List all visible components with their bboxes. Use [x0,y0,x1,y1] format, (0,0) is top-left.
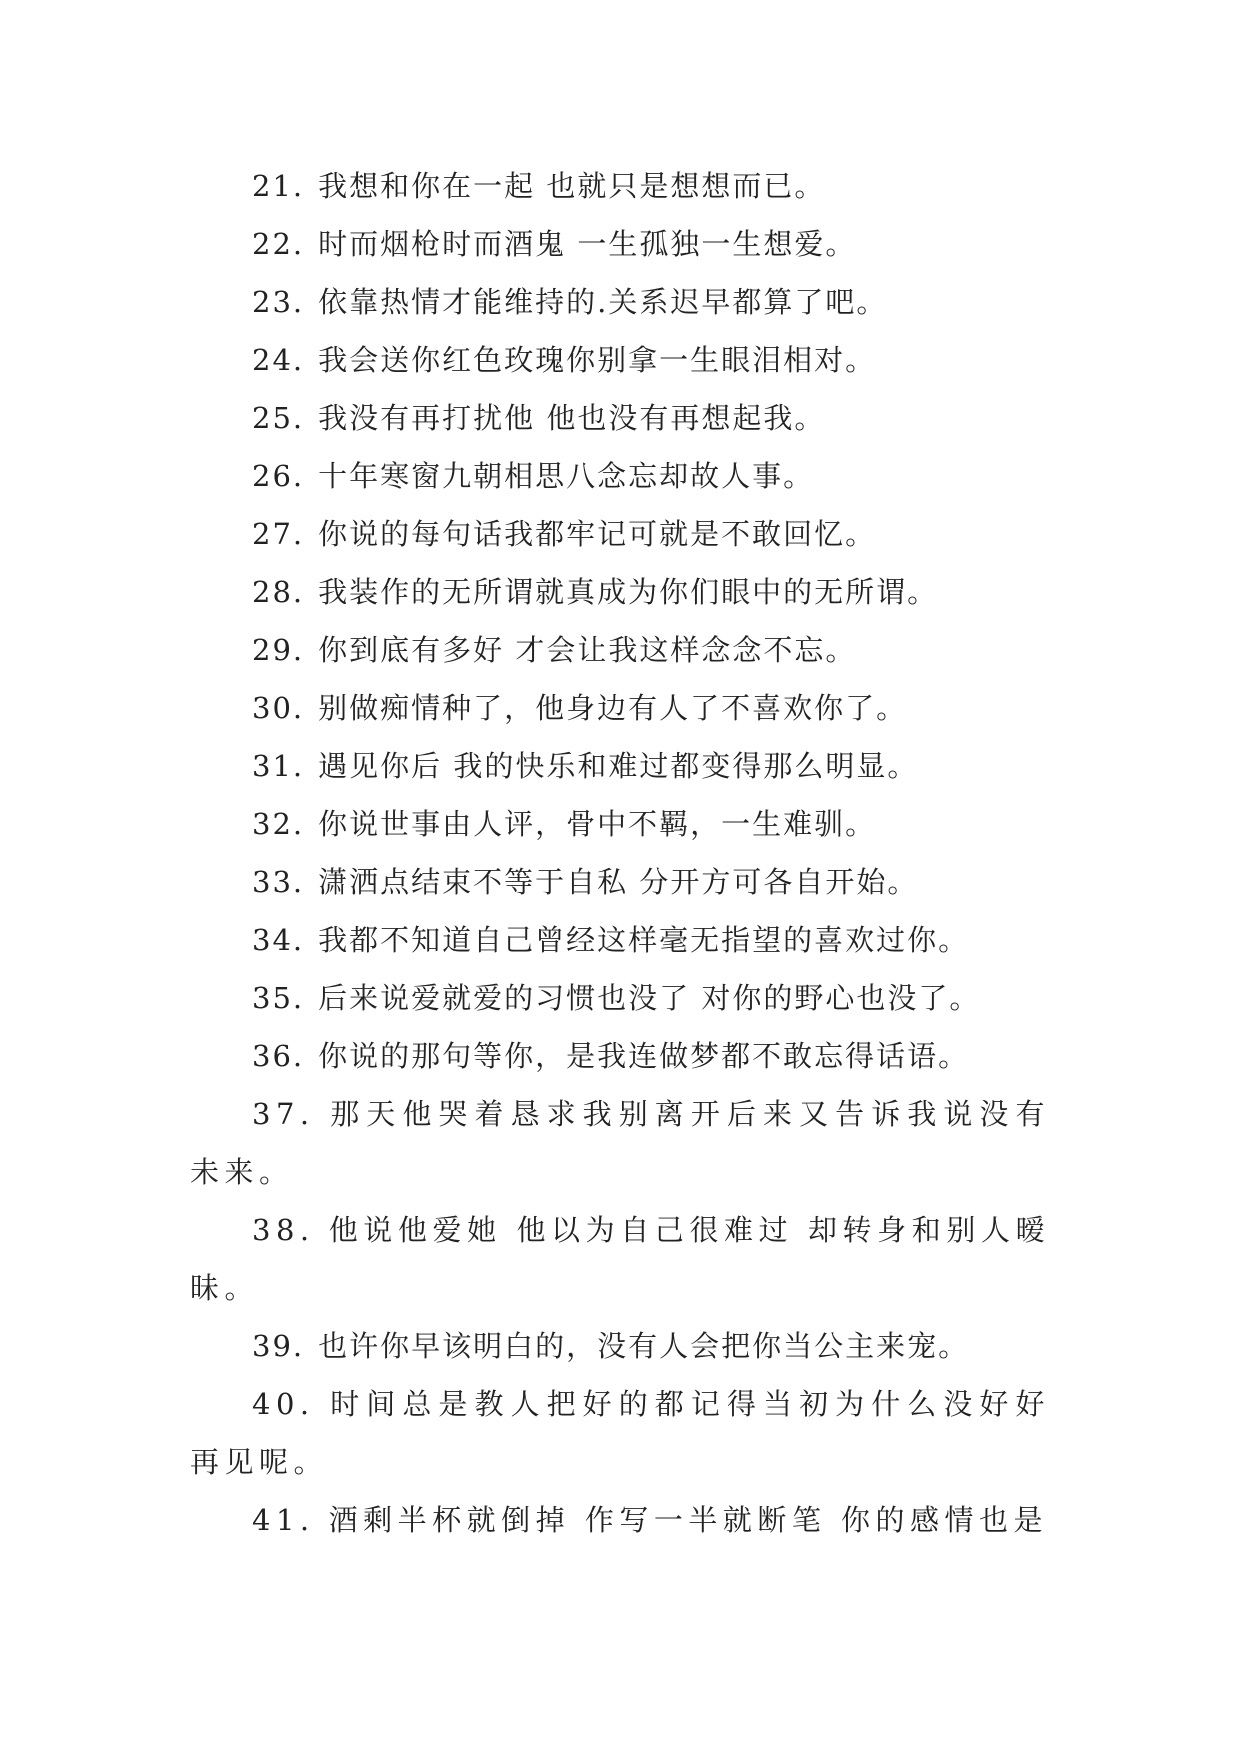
list-item [190,621,1050,679]
item-text: 我会送你红色玫瑰你别拿一生眼泪相对。 [318,343,877,377]
item-number: 26. [252,459,305,493]
list-item [190,679,1050,737]
item-text: 时间总是教人把好的都记得当初为什么没好好再见呢。 [190,1387,1050,1479]
item-text: 酒剩半杯就倒掉 作写一半就断笔 你的感情也是 [328,1503,1049,1537]
list-item [190,795,1050,853]
item-number: 22. [252,227,305,261]
item-text: 我没有再打扰他 他也没有再想起我。 [318,401,826,435]
list-item [190,563,1050,621]
item-number: 40. [252,1387,315,1421]
quote-list [190,157,1050,1549]
list-item [190,1085,1050,1201]
list-item [190,1317,1050,1375]
item-text: 你说的那句等你，是我连做梦都不敢忘得话语。 [318,1039,970,1073]
item-text: 依靠热情才能维持的.关系迟早都算了吧。 [318,285,888,319]
item-number: 36. [252,1039,305,1073]
list-item [190,157,1050,215]
item-text: 我想和你在一起 也就只是想想而已。 [318,169,826,203]
item-text: 我装作的无所谓就真成为你们眼中的无所谓。 [318,575,939,609]
item-number: 21. [252,169,305,203]
item-text: 你说世事由人评，骨中不羁，一生难驯。 [318,807,877,841]
list-item [190,969,1050,1027]
item-number: 38. [252,1213,315,1247]
item-text: 潇洒点结束不等于自私 分开方可各自开始。 [318,865,919,899]
item-text: 后来说爱就爱的习惯也没了 对你的野心也没了。 [318,981,981,1015]
item-number: 29. [252,633,305,667]
item-text: 我都不知道自己曾经这样毫无指望的喜欢过你。 [318,923,970,957]
list-item [190,1201,1050,1317]
list-item [190,911,1050,969]
item-text: 时而烟枪时而酒鬼 一生孤独一生想爱。 [318,227,857,261]
list-item [190,389,1050,447]
list-item [190,331,1050,389]
list-item [190,1375,1050,1491]
item-text: 你说的每句话我都牢记可就是不敢回忆。 [318,517,877,551]
item-number: 27. [252,517,305,551]
item-number: 24. [252,343,305,377]
item-text: 别做痴情种了，他身边有人了不喜欢你了。 [318,691,908,725]
item-number: 33. [252,865,305,899]
list-item [190,1491,1050,1549]
list-item [190,737,1050,795]
item-number: 34. [252,923,305,957]
list-item [190,1027,1050,1085]
item-number: 39. [252,1329,305,1363]
item-text: 也许你早该明白的，没有人会把你当公主来宠。 [318,1329,970,1363]
item-number: 37. [252,1097,315,1131]
list-item [190,505,1050,563]
list-item [190,447,1050,505]
item-text: 他说他爱她 他以为自己很难过 却转身和别人暧昧。 [190,1213,1050,1305]
item-number: 41. [252,1503,315,1537]
item-number: 32. [252,807,305,841]
list-item [190,215,1050,273]
list-item [190,853,1050,911]
item-number: 30. [252,691,305,725]
list-item [190,273,1050,331]
item-number: 23. [252,285,305,319]
item-number: 28. [252,575,305,609]
item-number: 25. [252,401,305,435]
item-number: 35. [252,981,305,1015]
item-number: 31. [252,749,305,783]
item-text: 十年寒窗九朝相思八念忘却故人事。 [318,459,815,493]
item-text: 那天他哭着恳求我别离开后来又告诉我说没有未来。 [190,1097,1050,1189]
item-text: 你到底有多好 才会让我这样念念不忘。 [318,633,857,667]
item-text: 遇见你后 我的快乐和难过都变得那么明显。 [318,749,919,783]
